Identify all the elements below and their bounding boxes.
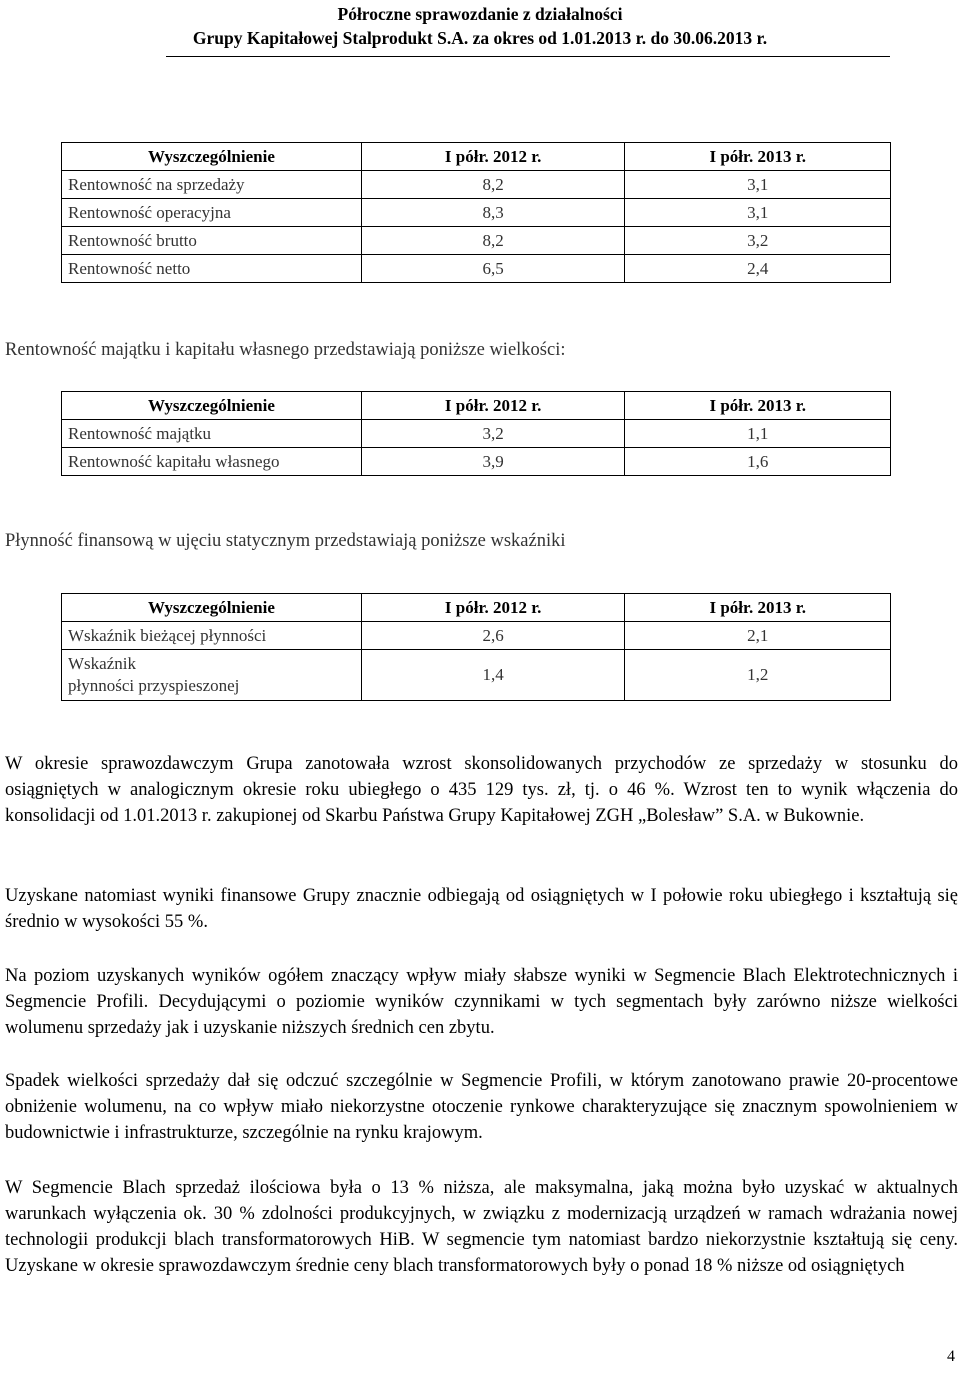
value-2012: 6,5 bbox=[361, 255, 625, 283]
row-label: Wskaźnik bieżącej płynności bbox=[62, 622, 362, 650]
column-header-label: Wyszczególnienie bbox=[62, 594, 362, 622]
column-header-2012: I półr. 2012 r. bbox=[361, 594, 625, 622]
row-label-line-2: płynności przyspieszonej bbox=[68, 676, 240, 695]
value-2013: 3,2 bbox=[625, 227, 891, 255]
table-header-row bbox=[62, 594, 891, 622]
table-row bbox=[62, 420, 891, 448]
paragraph-profiles-segment: Spadek wielkości sprzedaży dał się odczuć szczególnie w Segmencie Profili, w którym zanotowano prawie 20-procentowe obniżenie wolumenu, na co wpływ miało niekorzystne otoczenie rynkowe charakteryzujące się znacznym spowolnieniem w budownictwie i infrastrukturze, szczególnie na rynku krajowym. bbox=[5, 1071, 958, 1143]
column-header-label: Wyszczególnienie bbox=[62, 143, 362, 171]
column-header-2013: I półr. 2013 r. bbox=[625, 392, 891, 420]
value-2013: 3,1 bbox=[625, 199, 891, 227]
column-header-2013: I półr. 2013 r. bbox=[625, 594, 891, 622]
column-header-2012: I półr. 2012 r. bbox=[361, 392, 625, 420]
row-label: Rentowność na sprzedaży bbox=[62, 171, 362, 199]
row-label: Rentowność brutto bbox=[62, 227, 362, 255]
value-2013: 2,4 bbox=[625, 255, 891, 283]
value-2013: 1,1 bbox=[625, 420, 891, 448]
page-header bbox=[0, 2, 960, 50]
column-header-label: Wyszczególnienie bbox=[62, 392, 362, 420]
paragraph-sheets-segment: W Segmencie Blach sprzedaż ilościowa była o 13 % niższa, ale maksymalna, jaką można było uzyskać w aktualnych warunkach wyłączenia ok. 30 % zdolności produkcyjnych, w związku z modernizacją urządzeń w ramach wdrażania nowej technologii produkcji blach transformatorowych HiB. W segmencie tym natomiast bardzo niekorzystnie kształtują się ceny. Uzyskane w okresie sprawozdawczym średnie ceny blach transformatorowych były o ponad 18 % niższe od osiągniętych bbox=[5, 1178, 958, 1276]
paragraph-financial-results: Uzyskane natomiast wyniki finansowe Grupy znacznie odbiegają od osiągniętych w I połowie roku ubiegłego i kształtują się średnio w wysokości 55 %. bbox=[5, 886, 958, 932]
row-label: Rentowność majątku bbox=[62, 420, 362, 448]
value-2013: 1,6 bbox=[625, 448, 891, 476]
row-label: Rentowność kapitału własnego bbox=[62, 448, 362, 476]
header-line-1: Półroczne sprawozdanie z działalności bbox=[337, 4, 623, 24]
value-2013: 1,2 bbox=[625, 650, 891, 701]
value-2012: 3,9 bbox=[361, 448, 625, 476]
value-2012: 1,4 bbox=[361, 650, 625, 701]
header-rule bbox=[166, 56, 890, 57]
value-2012: 8,2 bbox=[361, 227, 625, 255]
table-row bbox=[62, 650, 891, 701]
row-label: Rentowność netto bbox=[62, 255, 362, 283]
table-row bbox=[62, 171, 891, 199]
column-header-2013: I półr. 2013 r. bbox=[625, 143, 891, 171]
value-2012: 2,6 bbox=[361, 622, 625, 650]
table-row bbox=[62, 448, 891, 476]
intro-liquidity: Płynność finansową w ujęciu statycznym przedstawiają poniższe wskaźniki bbox=[5, 531, 566, 551]
paragraph-revenue: W okresie sprawozdawczym Grupa zanotowała wzrost skonsolidowanych przychodów ze sprzedaży w stosunku do osiągniętych w analogicznym okresie roku ubiegłego o 435 129 tys. zł, tj. o 46 %. Wzrost ten to wynik włączenia do konsolidacji od 1.01.2013 r. zakupionej od Skarbu Państwa Grupy Kapitałowej ZGH „Bolesław” S.A. w Bukownie. bbox=[5, 754, 958, 826]
page-number: 4 bbox=[947, 1348, 955, 1365]
value-2013: 2,1 bbox=[625, 622, 891, 650]
header-line-2: Grupy Kapitałowej Stalprodukt S.A. za okres od 1.01.2013 r. do 30.06.2013 r. bbox=[192, 28, 768, 48]
assets-equity-table bbox=[61, 391, 891, 476]
row-label: Rentowność operacyjna bbox=[62, 199, 362, 227]
row-label-line-1: Wskaźnik bbox=[68, 654, 136, 673]
column-header-2012: I półr. 2012 r. bbox=[361, 143, 625, 171]
table-header-row bbox=[62, 143, 891, 171]
intro-assets-equity: Rentowność majątku i kapitału własnego przedstawiają poniższe wielkości: bbox=[5, 340, 566, 360]
value-2013: 3,1 bbox=[625, 171, 891, 199]
table-row bbox=[62, 622, 891, 650]
value-2012: 8,3 bbox=[361, 199, 625, 227]
profitability-table bbox=[61, 142, 891, 283]
table-row bbox=[62, 255, 891, 283]
value-2012: 8,2 bbox=[361, 171, 625, 199]
table-row bbox=[62, 199, 891, 227]
table-row bbox=[62, 227, 891, 255]
table-header-row bbox=[62, 392, 891, 420]
liquidity-table bbox=[61, 593, 891, 701]
paragraph-segments: Na poziom uzyskanych wyników ogółem znaczący wpływ miały słabsze wyniki w Segmencie Blach Elektrotechnicznych i Segmencie Profili. Decydującymi o poziomie wyników czynnikami w tych segmentach były zarówno niższe wielkości wolumenu sprzedaży jak i uzyskanie niższych średnich cen zbytu. bbox=[5, 966, 958, 1038]
row-label bbox=[62, 650, 362, 701]
value-2012: 3,2 bbox=[361, 420, 625, 448]
